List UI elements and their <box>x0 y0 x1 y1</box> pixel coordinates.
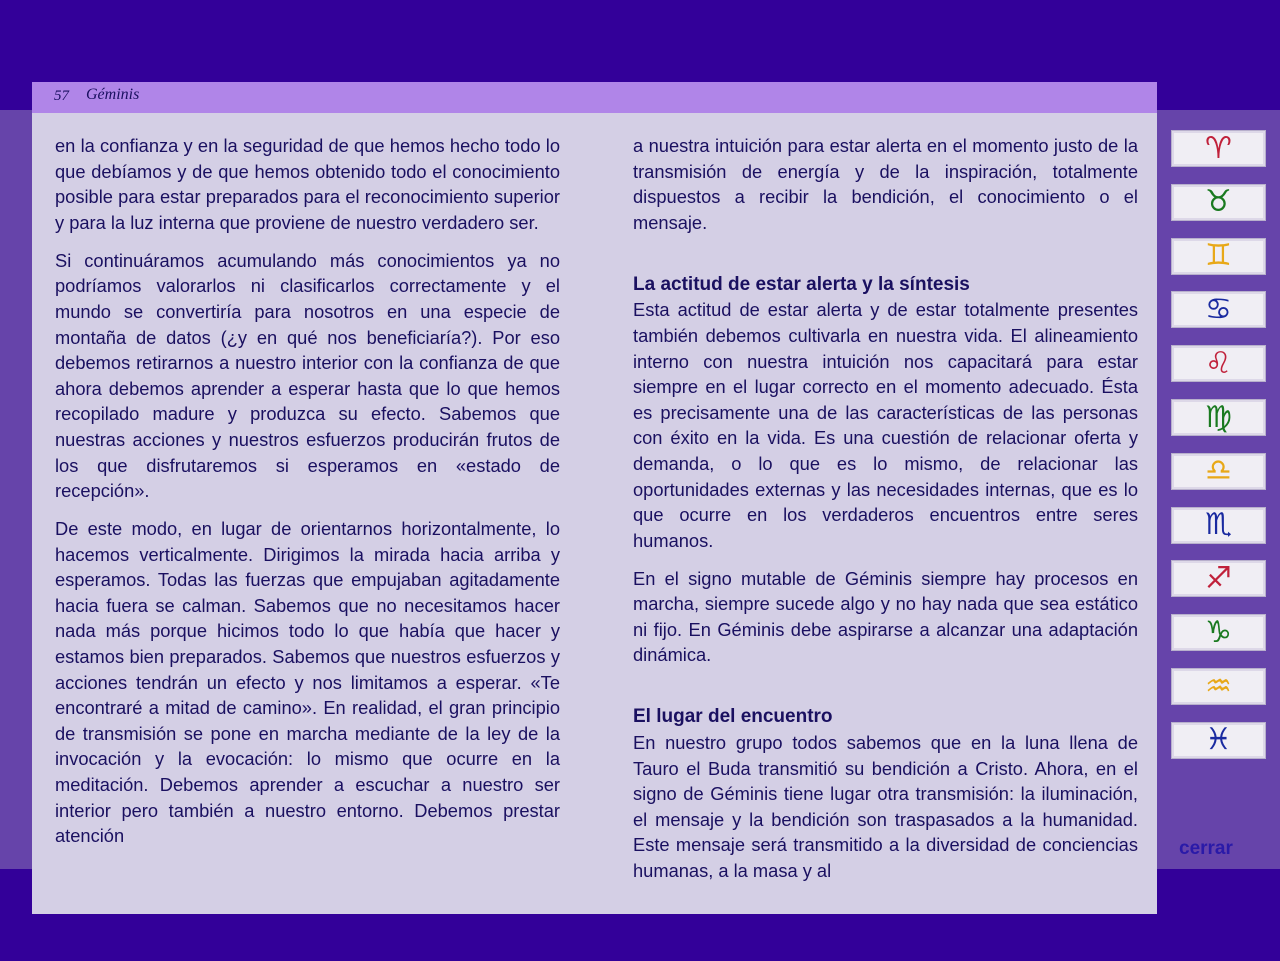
aries-icon: ♈︎ <box>1205 130 1232 166</box>
zodiac-button[interactable] <box>1171 345 1266 382</box>
libra-icon: ♎︎ <box>1205 453 1232 489</box>
zodiac-button[interactable] <box>1171 560 1266 597</box>
close-button[interactable]: cerrar <box>1179 838 1233 859</box>
zodiac-button[interactable] <box>1171 614 1266 651</box>
leo-icon: ♌︎ <box>1205 345 1232 381</box>
paragraph: En el signo mutable de Géminis siempre hay procesos en marcha, siempre sucede algo y no hay nada que sea estático ni fijo. En Géminis debe aspirarse a alcanzar una adaptación dinámica. <box>633 567 1138 666</box>
section-heading: La actitud de estar alerta y la síntesis <box>633 273 970 295</box>
left-column <box>55 133 560 861</box>
aquarius-icon: ♒︎ <box>1205 668 1232 704</box>
zodiac-button[interactable] <box>1171 238 1266 275</box>
paragraph: En nuestro grupo todos sabemos que en la luna llena de Tauro el Buda transmitió su bendición a Cristo. Ahora, en el signo de Géminis tiene lugar otra transmisión: la iluminación, el mensaje y la bendición son traspasados a la humanidad. Este mensaje será transmitido a la diversidad de conciencias humanas, a la masa y al <box>633 732 1138 882</box>
pisces-icon: ♓︎ <box>1205 722 1232 758</box>
paragraph: Esta actitud de estar alerta y de estar totalmente presentes también debemos cultivarla en nuestra vida. El alineamiento interno con nuestra intuición nos capacitará para estar siempre en el lugar correcto en el momento adecuado. Ésta es precisamente una de las características de las personas con éxito en la vida. Es una cuestión de relacionar oferta y demanda, o lo que es lo mismo, de relacionar las oportunidades externas y las necesidades internas, que es lo que ocurre en los verdaderos encuentros entre seres humanos. <box>633 299 1138 551</box>
zodiac-button[interactable] <box>1171 291 1266 328</box>
paragraph: Si continuáramos acumulando más conocimientos ya no podríamos valorarlos ni clasificarlos correctamente y el mundo se convertiría para nosotros en una especie de montaña de datos (¿y en qué nos beneficiaría?). Por eso debemos retirarnos a nuestro interior con la confianza de que ahora debemos aprender a esperar hasta que lo que hemos recopilado madure y produzca su efecto. Sabemos que nuestras acciones y nuestros esfuerzos producirán frutos de los que disfrutaremos si esperamos en «estado de recepción». <box>55 249 560 502</box>
gemini-icon: ♊︎ <box>1205 238 1232 274</box>
zodiac-button[interactable] <box>1171 668 1266 705</box>
zodiac-button[interactable] <box>1171 453 1266 490</box>
paragraph: De este modo, en lugar de orientarnos horizontalmente, lo hacemos verticalmente. Dirigimos la mirada hacia arriba y esperamos. Todas las fuerzas que empujaban agitadamente hacia fuera se calman. Sabemos que no necesitamos hacer nada más porque hicimos todo lo que había que hacer y estamos bien preparados. Sabemos que nuestros esfuerzos y acciones tendrán un efecto y nos limitamos a esperar. «Te encontraré a mitad de camino». En realidad, el gran principio de transmisión se pone en marcha mediante de la ley de la invocación y la evocación: lo mismo que ocurre en la meditación. Debemos aprender a escuchar a nuestro ser interior pero también a nuestro entorno. Debemos prestar atención <box>55 518 560 847</box>
zodiac-button[interactable] <box>1171 130 1266 167</box>
paragraph: a nuestra intuición para estar alerta en el momento justo de la transmisión de energía y de la inspiración, totalmente dispuestos a recibir la bendición, el conocimiento o el mensaje. <box>633 135 1138 233</box>
cancer-icon: ♋︎ <box>1205 291 1232 327</box>
zodiac-button[interactable] <box>1171 722 1266 759</box>
book-page <box>32 82 1157 914</box>
paragraph: en la confianza y en la seguridad de que hemos hecho todo lo que debíamos y de que hemos obtenido todo el conocimiento posible para estar preparados para el reconocimiento superior y para la luz interna que proviene de nuestro verdadero ser. <box>55 135 560 233</box>
sagittarius-icon: ♐︎ <box>1205 560 1232 596</box>
taurus-icon: ♉︎ <box>1205 184 1232 220</box>
zodiac-button[interactable] <box>1171 399 1266 436</box>
right-column <box>633 133 1138 896</box>
zodiac-button[interactable] <box>1171 184 1266 221</box>
chapter-title: Géminis <box>86 86 140 103</box>
virgo-icon: ♍︎ <box>1205 399 1232 435</box>
section-heading: El lugar del encuentro <box>633 706 833 728</box>
zodiac-button[interactable] <box>1171 507 1266 544</box>
scorpio-icon: ♏︎ <box>1205 507 1232 543</box>
page-number: 57 <box>54 88 69 104</box>
page-header <box>32 82 1157 113</box>
capricorn-icon: ♑︎ <box>1205 614 1232 650</box>
